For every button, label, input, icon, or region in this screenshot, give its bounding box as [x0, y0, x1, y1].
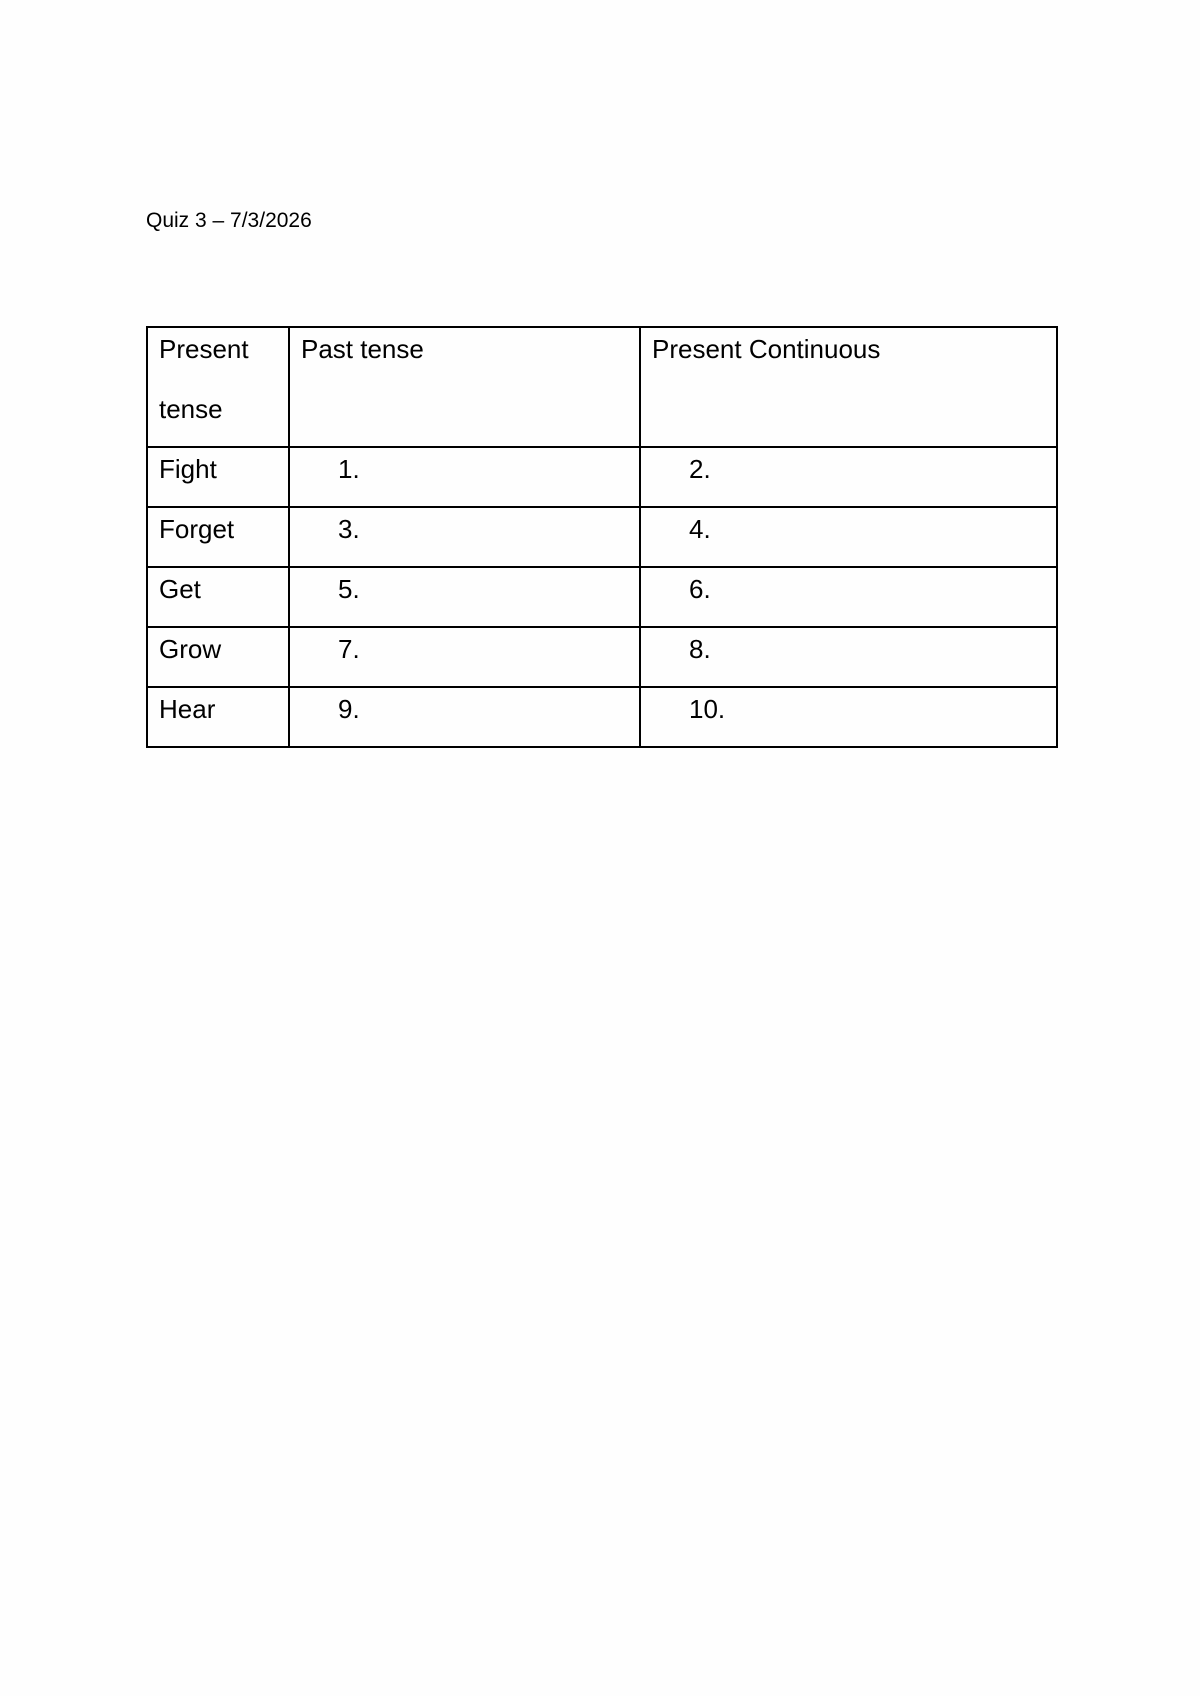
table-row — [147, 507, 1057, 567]
header-present-tense-line1: Present — [159, 334, 249, 364]
table-row — [147, 567, 1057, 627]
present-continuous-answer-cell: 6. — [640, 567, 1057, 627]
verb-cell: Grow — [147, 627, 289, 687]
tense-table — [146, 326, 1058, 748]
past-tense-answer-cell: 5. — [289, 567, 640, 627]
verb-cell: Get — [147, 567, 289, 627]
header-past-tense: Past tense — [289, 327, 640, 447]
present-continuous-answer-cell: 8. — [640, 627, 1057, 687]
past-tense-answer-cell: 9. — [289, 687, 640, 747]
table-row — [147, 627, 1057, 687]
verb-cell: Hear — [147, 687, 289, 747]
table-row — [147, 687, 1057, 747]
document-title: Quiz 3 – 7/3/2026 — [146, 209, 312, 232]
verb-cell: Fight — [147, 447, 289, 507]
present-continuous-answer-cell: 4. — [640, 507, 1057, 567]
header-present-tense-line2: tense — [159, 394, 223, 424]
present-continuous-answer-cell: 2. — [640, 447, 1057, 507]
header-present-tense — [147, 327, 289, 447]
past-tense-answer-cell: 1. — [289, 447, 640, 507]
table-row — [147, 447, 1057, 507]
header-present-continuous: Present Continuous — [640, 327, 1057, 447]
present-continuous-answer-cell: 10. — [640, 687, 1057, 747]
verb-cell: Forget — [147, 507, 289, 567]
past-tense-answer-cell: 3. — [289, 507, 640, 567]
past-tense-answer-cell: 7. — [289, 627, 640, 687]
table-header-row — [147, 327, 1057, 447]
